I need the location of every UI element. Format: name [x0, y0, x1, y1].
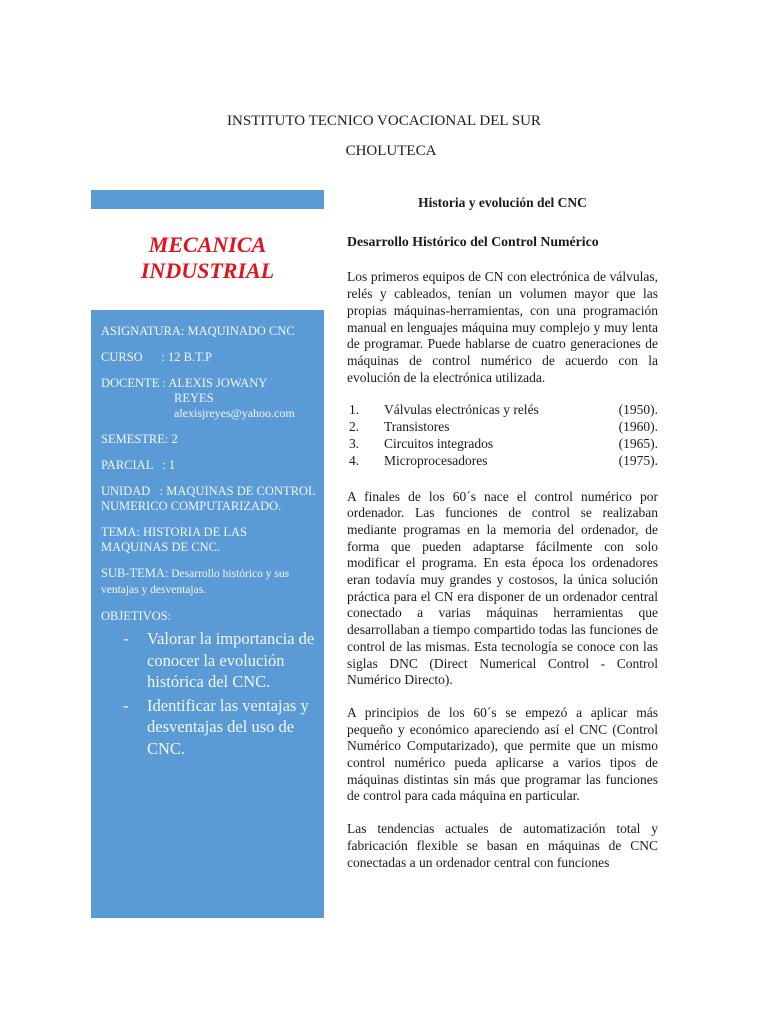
docente-email: alexisjreyes@yahoo.com	[174, 406, 295, 420]
article-paragraph: Las tendencias actuales de automatización total y fabricación flexible se basan en máquinas de CNC conectadas a un ordenador central con funciones	[347, 821, 658, 870]
generation-label: Microprocesadores	[384, 452, 488, 468]
generation-number: 1.	[349, 402, 360, 418]
generation-year: (1975).	[618, 452, 658, 468]
generation-year: (1965).	[618, 435, 658, 451]
generation-year: (1960).	[618, 419, 658, 435]
asignatura-text: ASIGNATURA: MAQUINADO CNC	[101, 324, 295, 338]
objetivos-label: OBJETIVOS:	[101, 609, 172, 623]
article-column	[347, 195, 658, 887]
generation-number: 4.	[349, 452, 360, 468]
generation-label: Transistores	[384, 419, 450, 435]
subject-title-line2: INDUSTRIAL	[140, 258, 275, 283]
blue-header-bar	[91, 190, 324, 209]
generation-number: 2.	[349, 419, 360, 435]
generation-number: 3.	[349, 435, 360, 451]
generation-label: Circuitos integrados	[384, 435, 494, 451]
unidad-text: UNIDAD : MAQUINAS DE CONTROL NUMERICO COMPUTARIZADO.	[101, 484, 319, 513]
generation-item	[347, 419, 658, 436]
generation-item	[347, 453, 658, 470]
docente-surname: REYES	[174, 391, 214, 405]
city-name: CHOLUTECA	[345, 143, 437, 159]
parcial-text: PARCIAL : 1	[101, 458, 176, 472]
article-title: Historia y evolución del CNC	[418, 195, 587, 210]
subject-title	[91, 232, 324, 284]
objetivo-item: - Identificar las ventajas y desventajas del uso de CNC.	[101, 695, 316, 760]
curso-text: CURSO : 12 B.T.P	[101, 350, 212, 364]
subtema-text: Desarrollo histórico y sus ventajas y desventajas.	[101, 568, 290, 596]
objetivos-list	[101, 628, 316, 759]
tema-text: TEMA: HISTORIA DE LAS MAQUINAS DE CNC.	[101, 525, 247, 554]
subtema-label: SUB-TEMA:	[101, 566, 169, 580]
objetivo-item: - Valorar la importancia de conocer la evolución histórica del CNC.	[101, 628, 316, 693]
generations-list	[347, 402, 658, 469]
article-paragraph: A finales de los 60´s nace el control numérico por ordenador. Las funciones de control se realizaban mediante programas en la memoria del ordenador, de forma que pueden adaptarse fácilmente con solo modificar el programa. En esta época los ordenadores eran todavía muy grandes y costosos, la única solución práctica para el CN era disponer de un ordenador central conectado a varias máquinas herramientas que desarrollaban a tiempo compartido todas las funciones de control de las mismas. Esta tecnología se conoce con las siglas DNC (Direct Numerical Control - Control Numérico Directo).	[347, 488, 658, 688]
article-paragraph: Los primeros equipos de CN con electrónica de válvulas, relés y cableados, tenían un volumen mayor que las propias máquinas-herramientas, con una programación manual en lenguajes máquina muy complejo y muy lenta de programar. Puede hablarse de cuatro generaciones de máquinas de control numérico de acuerdo con la evolución de la electrónica utilizada.	[347, 269, 658, 385]
article-subtitle: Desarrollo Histórico del Control Numérico	[347, 233, 599, 249]
generation-label: Válvulas electrónicas y relés	[384, 402, 539, 418]
subject-title-line1: MECANICA	[148, 232, 267, 257]
generation-year: (1950).	[618, 402, 658, 418]
institution-name: INSTITUTO TECNICO VOCACIONAL DEL SUR	[227, 113, 541, 129]
subtema-block	[101, 566, 316, 598]
article-paragraph: A principios de los 60´s se empezó a aplicar más pequeño y económico apareciendo así el CNC (Control Numérico Computarizado), que permite que un mismo control numérico pueda aplicarse a varios tipos de máquinas distintas sin más que programar las funciones de control para cada máquina en particular.	[347, 704, 658, 804]
info-sidebar	[91, 310, 324, 918]
semestre-text: SEMESTRE: 2	[101, 432, 178, 446]
docente-block	[101, 376, 316, 421]
docente-text: DOCENTE : ALEXIS JOWANY	[101, 376, 268, 390]
generation-item	[347, 402, 658, 419]
generation-item	[347, 436, 658, 453]
